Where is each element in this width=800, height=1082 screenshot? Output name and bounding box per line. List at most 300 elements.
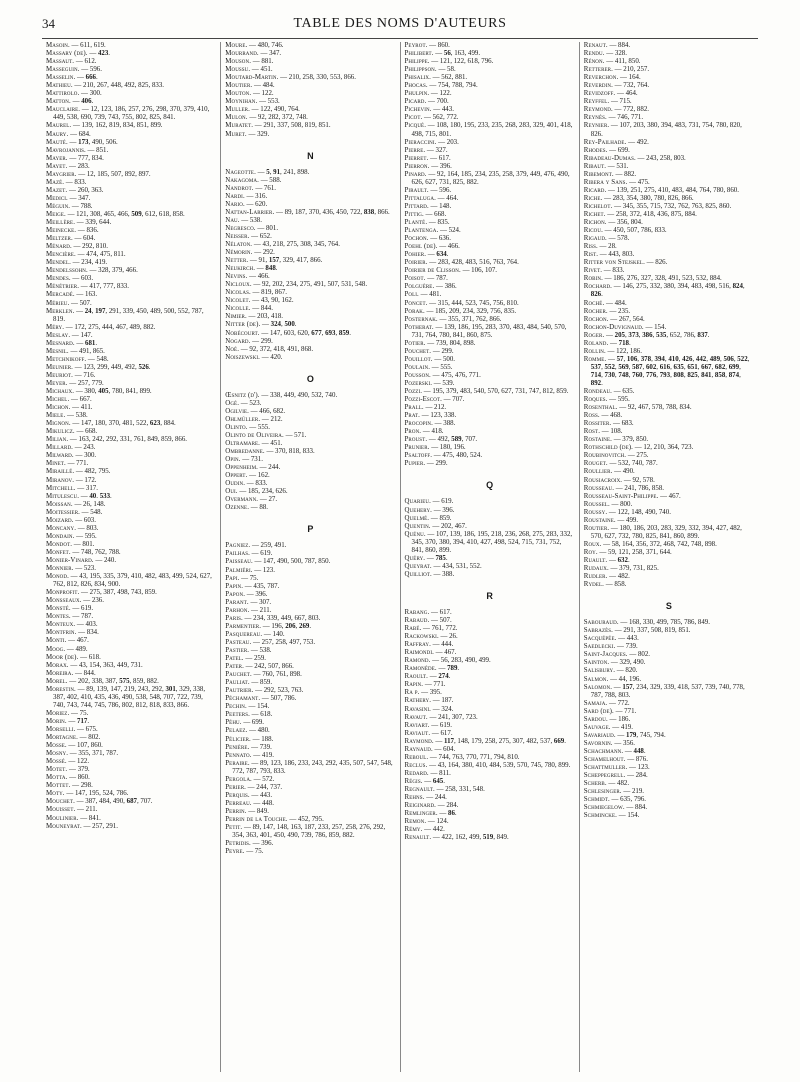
index-entry: [46, 541, 216, 549]
author-name: Némorin.: [225, 249, 253, 257]
author-name: Reyffel.: [583, 98, 610, 106]
page-refs: — 387, 484, 490,: [74, 798, 127, 806]
page-refs: —: [425, 554, 436, 562]
page-refs: .: [148, 363, 151, 371]
page-refs: — 523.: [239, 399, 262, 407]
page-refs: — 28.: [597, 243, 617, 251]
author-name: Merklen.: [46, 307, 75, 315]
bold-page-ref: 687: [126, 798, 137, 806]
page-refs: — 355, 371, 787.: [68, 750, 119, 758]
index-entry: [46, 790, 216, 798]
page-refs: — 418.: [421, 428, 444, 436]
author-name: Morel.: [46, 677, 68, 685]
index-entry: [225, 784, 395, 792]
page-refs: — 881.: [251, 58, 274, 66]
page-refs: ,: [269, 168, 274, 176]
author-name: Muller.: [225, 106, 250, 114]
index-entry: [46, 372, 216, 380]
page-refs: — 328.: [604, 50, 627, 58]
index-entry: [225, 354, 395, 362]
author-name: Pierret.: [404, 154, 429, 162]
index-entry: [405, 786, 575, 794]
index-entry: [584, 700, 754, 708]
index-entry: [405, 324, 575, 340]
bold-page-ref: 426: [682, 355, 693, 363]
author-name: Poisot.: [404, 275, 426, 283]
index-entry: [405, 555, 575, 563]
page-refs: — 123, 338.: [420, 412, 457, 420]
page-refs: .: [448, 673, 451, 681]
page-refs: — 257, 779.: [67, 379, 104, 387]
author-name: Mathieu.: [46, 82, 73, 90]
bold-page-ref: 730: [604, 371, 615, 379]
section-letter: O: [306, 373, 314, 384]
index-entry: [584, 412, 754, 420]
page-refs: — 329, 490.: [609, 659, 646, 667]
page-refs: — 43, 218, 275, 308, 345, 764.: [252, 240, 340, 248]
index-entry: [225, 808, 395, 816]
page-refs: ,: [335, 329, 339, 337]
page-refs: ,: [664, 355, 669, 363]
page-refs: — 833.: [64, 178, 87, 186]
author-name: Masseguin.: [46, 66, 80, 74]
author-name: Montfrin.: [46, 629, 77, 637]
index-entry: [225, 241, 395, 249]
author-name: Mérieu.: [46, 299, 70, 307]
index-entry: [46, 774, 216, 782]
index-entry: [405, 689, 575, 697]
author-name: Meyer.: [46, 379, 68, 387]
page-refs: — 603.: [73, 516, 96, 524]
bold-page-ref: 410: [668, 355, 679, 363]
author-name: Rothschild (de).: [583, 444, 633, 452]
page-refs: — 492,: [427, 436, 452, 444]
page-refs: — 186, 276, 327, 328, 491, 523, 532, 884.: [602, 275, 722, 283]
author-name: Quehery.: [404, 506, 432, 514]
author-name: Sabouraud.: [583, 619, 619, 627]
page-refs: — 834.: [76, 629, 99, 637]
bold-page-ref: 274: [438, 673, 449, 681]
index-entry: [225, 736, 395, 744]
bold-page-ref: 677: [311, 329, 322, 337]
index-entry: [225, 687, 395, 695]
author-name: Renaut.: [583, 42, 608, 49]
index-entry: [405, 609, 575, 617]
index-entry: [405, 818, 575, 826]
page-refs: — 283.: [67, 162, 90, 170]
page-refs: — 12, 210, 364, 723.: [632, 444, 694, 452]
index-entry: [225, 615, 395, 623]
page-refs: — 833.: [245, 480, 268, 488]
bold-page-ref: 825: [687, 371, 698, 379]
page-refs: — 88.: [249, 504, 268, 512]
author-name: Mourrand.: [225, 50, 259, 58]
bold-page-ref: 589: [451, 436, 462, 444]
author-name: Potherat.: [404, 323, 434, 331]
page-refs: — 379.: [67, 766, 90, 774]
index-entry: [405, 155, 575, 163]
bold-page-ref: 841: [701, 371, 712, 379]
page-refs: ,: [725, 371, 729, 379]
page-refs: —: [433, 50, 444, 58]
index-entry: [225, 711, 395, 719]
author-name: Pron.: [404, 428, 422, 436]
page-refs: ,: [614, 371, 619, 379]
author-name: Ravaut.: [404, 713, 428, 721]
page-refs: — 139, 162, 819, 834, 851, 899.: [71, 122, 163, 130]
page-refs: — 419.: [610, 723, 633, 731]
index-entry: [405, 428, 575, 436]
author-name: Poli.: [404, 291, 419, 299]
index-entry: [405, 163, 575, 171]
index-entry: [46, 283, 216, 291]
author-name: Moutier.: [225, 82, 253, 90]
page-refs: — 860.: [67, 774, 90, 782]
page-refs: — 106, 107.: [460, 267, 498, 275]
author-name: Prunier.: [404, 444, 430, 452]
index-entry: [225, 727, 395, 735]
page-refs: —: [615, 731, 627, 739]
index-entry: [225, 297, 395, 305]
index-entry: [225, 131, 395, 139]
author-name: Monsseaux.: [46, 597, 82, 605]
author-name: Papi.: [225, 574, 240, 582]
page-refs: — 188.: [250, 735, 274, 743]
index-entry: [405, 563, 575, 571]
index-entry: [225, 671, 395, 679]
author-name: Moor (de).: [46, 653, 79, 661]
index-entry: [46, 98, 216, 106]
author-name: Mendel.: [46, 259, 71, 267]
bold-page-ref: 552: [604, 363, 615, 371]
index-entry: [46, 348, 216, 356]
page-refs: — 396.: [250, 840, 274, 848]
author-name: Monteux.: [46, 621, 76, 629]
author-name: Régis.: [404, 777, 423, 785]
index-entry: [405, 227, 575, 235]
index-entry: [46, 613, 216, 621]
author-name: Rudler.: [583, 573, 608, 581]
index-entry: [584, 541, 754, 549]
page-refs: — 147, 195, 524, 786.: [64, 790, 129, 798]
page-refs: — 234, 339, 449, 667, 803.: [242, 614, 321, 622]
author-name: Negresco.: [225, 224, 256, 232]
index-entry: [46, 227, 216, 235]
index-entry: [584, 82, 754, 90]
index-entry: [225, 623, 395, 631]
index-entry: [405, 275, 575, 283]
index-entry: [405, 460, 575, 468]
page-refs: — 475.: [627, 178, 650, 186]
index-entry: [225, 114, 395, 122]
author-name: Roché.: [583, 299, 605, 307]
bold-page-ref: 666: [85, 74, 96, 82]
page-refs: .: [108, 50, 111, 58]
author-name: Sacquépée.: [583, 635, 617, 643]
page-refs: — 219.: [621, 788, 645, 796]
index-entry: [405, 706, 575, 714]
index-entry: [584, 452, 754, 460]
index-entry: [405, 364, 575, 372]
page-refs: .: [110, 492, 112, 500]
page-title: TABLE DES NOMS D'AUTEURS: [293, 16, 507, 31]
author-name: Quelmé.: [404, 514, 430, 522]
bold-page-ref: 859: [338, 329, 350, 337]
page-refs: — 299.: [431, 347, 454, 355]
author-name: Nogard.: [225, 337, 251, 345]
index-entry: [584, 517, 754, 525]
author-name: Perrin.: [225, 807, 247, 815]
page-refs: — 212.: [260, 415, 283, 423]
page-refs: — 58.: [436, 66, 456, 74]
index-entry: [584, 708, 754, 716]
page-refs: — 578.: [606, 235, 630, 243]
page-refs: — 422, 162, 499,: [431, 834, 483, 842]
author-name: Posternak.: [404, 315, 438, 323]
page-refs: — 787.: [425, 275, 448, 283]
author-name: Milward.: [46, 452, 74, 460]
bold-page-ref: 86: [448, 810, 455, 818]
author-name: Oltramare.: [225, 439, 260, 447]
page-refs: — 123.: [627, 764, 650, 772]
author-name: Monfet.: [46, 548, 71, 556]
bold-page-ref: 634: [436, 251, 447, 259]
index-entry: [46, 734, 216, 742]
page-refs: — 163.: [74, 291, 98, 299]
author-name: Rondeau.: [583, 388, 612, 396]
author-name: Pastier.: [225, 647, 250, 654]
author-name: Pohier.: [404, 251, 427, 259]
author-name: Pasquereau.: [225, 630, 263, 638]
author-name: Ricard.: [583, 186, 607, 194]
index-entry: [584, 90, 754, 98]
bold-page-ref: 699: [728, 363, 740, 371]
page-refs: — 147.: [70, 331, 93, 339]
page-refs: — 260, 363.: [67, 186, 104, 194]
author-name: Michaux.: [46, 388, 75, 396]
page-refs: — 202, 467.: [430, 522, 467, 530]
author-name: Raymond.: [404, 737, 434, 745]
page-refs: — 284.: [625, 772, 648, 780]
index-entry: [405, 420, 575, 428]
index-entry: [46, 90, 216, 98]
page-refs: — 146, 275, 332, 380, 394, 483, 498, 516,: [611, 283, 733, 291]
index-entry: [584, 50, 754, 58]
author-name: Mesnard.: [46, 339, 75, 347]
page-refs: — 107, 860.: [66, 742, 103, 750]
author-name: Proust.: [404, 436, 428, 444]
page-refs: , 866.: [374, 208, 390, 216]
author-name: Monti.: [46, 637, 67, 645]
page-refs: — 317.: [75, 484, 98, 492]
page-refs: —: [604, 331, 615, 339]
author-name: Michon.: [46, 404, 71, 412]
author-name: Nardi.: [225, 192, 245, 200]
page-refs: — 844.: [73, 669, 96, 677]
page-refs: — 819, 867.: [250, 289, 287, 297]
index-entry: [46, 589, 216, 597]
index-entry: [46, 460, 216, 468]
page-refs: — 122, 186.: [605, 347, 642, 355]
index-entry: [46, 678, 216, 686]
author-name: Salomon.: [583, 683, 613, 691]
index-entry: [584, 627, 754, 635]
section-letter: N: [307, 150, 314, 161]
author-name: Ombredanne.: [225, 448, 265, 456]
index-entry: [405, 42, 575, 50]
index-entry: [225, 655, 395, 663]
page-refs: , 329, 417, 866.: [279, 257, 323, 265]
index-entry: [225, 177, 395, 185]
index-entry: [225, 464, 395, 472]
index-entry: [46, 308, 216, 324]
index-entry: [46, 74, 216, 82]
page-refs: — 548.: [86, 355, 109, 363]
index-entry: [46, 82, 216, 90]
bold-page-ref: 506: [723, 355, 734, 363]
author-name: Savariaud.: [583, 731, 616, 739]
page-refs: — 89, 123, 186, 233, 243, 292, 435, 507, 547, 548, 772, 787, 793, 833.: [232, 759, 393, 775]
author-name: Redard.: [404, 769, 429, 777]
page-refs: — 489.: [65, 645, 88, 653]
index-entry: [584, 549, 754, 557]
page-refs: — 858.: [604, 581, 627, 589]
index-entry: [225, 744, 395, 752]
page-refs: — 235.: [607, 307, 631, 315]
author-name: Œsnitz (d').: [225, 391, 260, 399]
index-entry: [584, 420, 754, 428]
index-entry: [584, 557, 754, 565]
author-name: Philibert.: [404, 50, 434, 58]
page-refs: —: [612, 683, 623, 691]
index-entry: [584, 525, 754, 541]
page-refs: — 75.: [239, 574, 259, 582]
page-refs: .: [87, 717, 90, 725]
index-entry: [225, 408, 395, 416]
page-refs: — 707.: [441, 396, 465, 404]
author-name: Rochard.: [583, 283, 612, 291]
author-name: Remlinger.: [404, 810, 438, 818]
index-entry: [46, 798, 216, 806]
page-refs: — 771.: [613, 707, 637, 715]
page-refs: — 419.: [251, 751, 274, 759]
author-name: Poncet.: [404, 299, 428, 307]
index-entry: [584, 187, 754, 195]
author-name: Polguère.: [404, 283, 435, 291]
author-name: Méry.: [46, 323, 65, 331]
page-refs: — 121, 308, 465, 466,: [65, 210, 132, 218]
bold-page-ref: 91: [273, 168, 281, 176]
page-refs: — 652.: [249, 232, 272, 240]
page-refs: — 59, 121, 258, 371, 644.: [597, 548, 672, 556]
index-entry: [225, 330, 395, 338]
index-entry: [46, 275, 216, 283]
index-entry: [584, 651, 754, 659]
page-refs: — 739, 804, 898.: [425, 339, 476, 347]
page-refs: ,: [683, 371, 688, 379]
index-entry: [46, 452, 216, 460]
index-entry: [584, 772, 754, 780]
page-refs: ,: [683, 363, 688, 371]
author-name: Roustaine.: [583, 516, 616, 524]
index-entry: [46, 291, 216, 299]
page-refs: — 612.: [74, 58, 97, 66]
bold-page-ref: 635: [673, 363, 684, 371]
index-entry: [46, 211, 216, 219]
author-name: Pailhas.: [225, 550, 250, 558]
author-name: Rocher.: [583, 307, 608, 315]
page-refs: —: [67, 138, 79, 146]
index-entry: [225, 281, 395, 289]
index-entry: [584, 163, 754, 171]
page-refs: .: [96, 492, 100, 500]
author-name: Ménétrier.: [46, 283, 80, 291]
index-entry: [584, 74, 754, 82]
index-entry: [584, 444, 754, 452]
page-refs: — 257, 258, 497, 753.: [251, 638, 316, 646]
page-refs: — 107, 139, 186, 195, 218, 236, 268, 275, 283, 332, 345, 370, 380, 394, 410, 427, 498, 524, 715, 731, 752, 841, 860, 899.: [411, 530, 573, 554]
index-entry: [225, 185, 395, 193]
author-name: Roques.: [583, 396, 608, 404]
index-entry: [405, 834, 575, 842]
author-name: Pittig.: [404, 210, 424, 218]
index-entry: [584, 171, 754, 179]
bold-page-ref: 785: [435, 554, 446, 562]
index-entry: [225, 776, 395, 784]
page-refs: — 242, 507, 866.: [243, 663, 294, 671]
index-entry: [584, 106, 754, 114]
bold-page-ref: 489: [709, 355, 721, 363]
author-name: Mossé.: [46, 758, 67, 766]
index-entry: [46, 444, 216, 452]
author-name: Roussy.: [583, 508, 608, 516]
page-refs: — 75.: [244, 848, 264, 856]
index-entry: [405, 348, 575, 356]
index-entry: [225, 122, 395, 130]
page-refs: — 298.: [70, 782, 93, 790]
index-entry: [584, 573, 754, 581]
index-entry: [584, 308, 754, 316]
page-refs: — 139, 251, 275, 410, 483, 484, 764, 780, 860.: [606, 186, 739, 194]
page-refs: — 464.: [615, 90, 638, 98]
page-refs: ,: [638, 331, 643, 339]
page-refs: — 490.: [612, 468, 635, 476]
page-refs: — 108.: [600, 428, 623, 436]
page-refs: — 292, 523, 763.: [253, 687, 304, 695]
index-entry: [46, 388, 216, 396]
bold-page-ref: 522: [737, 355, 748, 363]
author-name: Reboul.: [404, 753, 429, 761]
index-entry: [584, 332, 754, 340]
index-entry: [405, 114, 575, 122]
page-refs: — 212.: [423, 404, 447, 412]
author-name: Quilliot.: [404, 570, 432, 578]
page-refs: — 826.: [644, 259, 668, 267]
bold-page-ref: 616: [659, 363, 671, 371]
author-name: Quéry.: [404, 554, 426, 562]
page-refs: — 467.: [66, 637, 89, 645]
page-refs: ,: [697, 363, 702, 371]
page-refs: —: [433, 737, 445, 745]
bold-page-ref: 24: [84, 307, 92, 315]
page-refs: — 236.: [81, 597, 104, 605]
page-refs: — 571.: [283, 431, 307, 439]
bold-page-ref: 56: [443, 50, 451, 58]
author-name: Ravasini.: [404, 705, 431, 713]
author-name: Moreira.: [46, 669, 74, 677]
author-name: Maygrier.: [46, 170, 77, 178]
page-refs: — 754, 788, 794.: [427, 82, 478, 90]
